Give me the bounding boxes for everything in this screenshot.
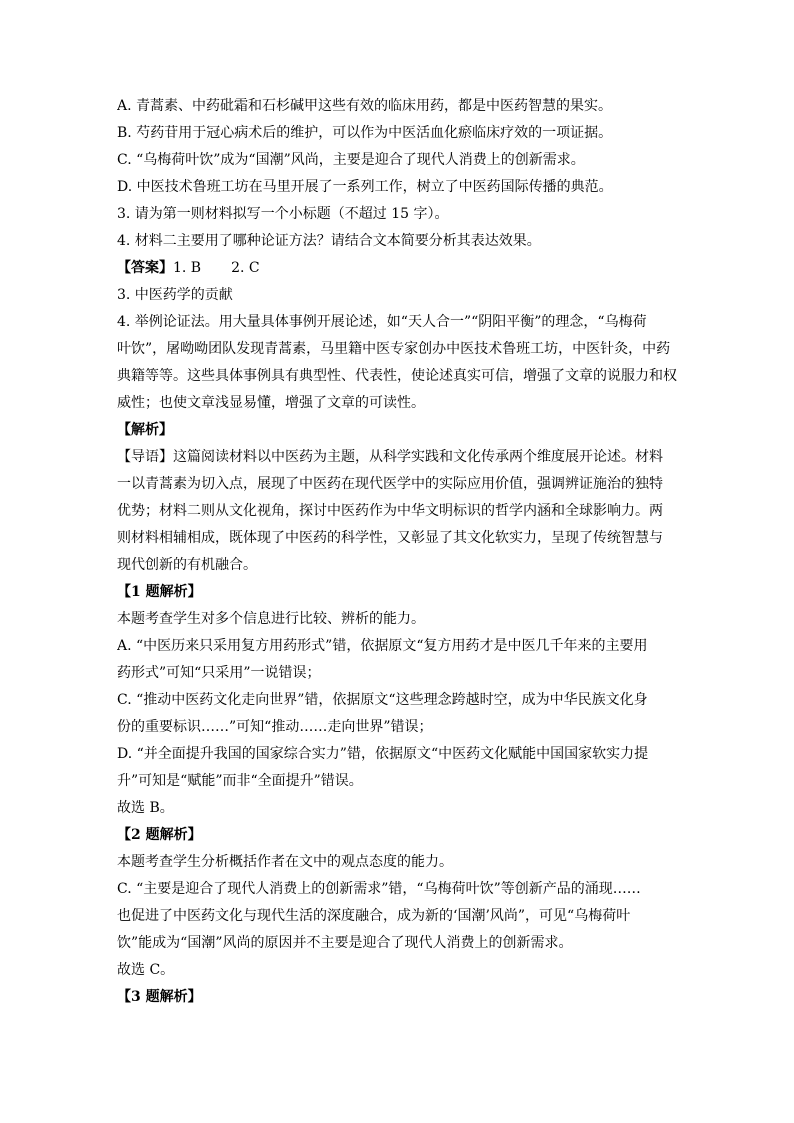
q2-analysis-label: 【2 题解析】 <box>117 827 202 843</box>
question-4: 4. 材料二主要用了哪种论证方法？请结合文本简要分析其表达效果。 <box>117 233 541 249</box>
guide-line: 则材料相辅相成，既体现了中医药的科学性，又彰显了其文化软实力，呈现了传统智慧与 <box>117 530 663 546</box>
q2-line: 也促进了中医药文化与现代生活的深度融合，成为新的‘国潮’风尚”，可见“乌梅荷叶 <box>117 908 631 924</box>
q1-line: 药形式”可知“只采用”一说错误； <box>117 665 321 681</box>
q1-line: 本题考查学生对多个信息进行比较、辨析的能力。 <box>117 611 425 627</box>
q1-line: 故选 B。 <box>117 800 174 816</box>
q2-line: C. “主要是迎合了现代人消费上的创新需求”错，“乌梅荷叶饮”等创新产品的涌现…… <box>117 881 641 897</box>
q3-analysis-label: 【3 题解析】 <box>117 989 202 1005</box>
guide-line: 现代创新的有机融合。 <box>117 557 257 573</box>
answer-3: 3. 中医药学的贡献 <box>117 287 233 303</box>
q2-line: 本题考查学生分析概括作者在文中的观点态度的能力。 <box>117 854 453 870</box>
option-b: B. 芍药苷用于冠心病术后的维护，可以作为中医活血化瘀临床疗效的一项证据。 <box>117 125 613 141</box>
option-d: D. 中医技术鲁班工坊在马里开展了一系列工作，树立了中医药国际传播的典范。 <box>117 179 613 195</box>
q2-line: 饮”能成为“国潮”风尚的原因并不主要是迎合了现代人消费上的创新需求。 <box>117 935 573 951</box>
q1-line: C. “推动中医药文化走向世界”错，依据原文“这些理念跨越时空，成为中华民族文化身 <box>117 692 648 708</box>
answer-4-line: 典籍等等。这些具体事例具有典型性、代表性，使论述真实可信，增强了文章的说服力和权 <box>117 368 677 384</box>
q1-line: 升”可知是“赋能”而非“全面提升”错误。 <box>117 773 363 789</box>
q2-line: 故选 C。 <box>117 962 175 978</box>
q1-line: 份的重要标识……”可知“推动……走向世界”错误； <box>117 719 433 735</box>
guide-line: 【导语】这篇阅读材料以中医药为主题，从科学实践和文化传承两个维度展开论述。材料 <box>117 449 663 465</box>
q1-analysis-label: 【1 题解析】 <box>117 584 202 600</box>
document-page <box>117 93 677 1011</box>
answer-4-line: 威性；也使文章浅显易懂，增强了文章的可读性。 <box>117 395 425 411</box>
question-3: 3. 请为第一则材料拟写一个小标题（不超过 15 字）。 <box>117 206 449 222</box>
option-c: C. “乌梅荷叶饮”成为“国潮”风尚，主要是迎合了现代人消费上的创新需求。 <box>117 152 585 168</box>
answer-label: 【答案】 <box>117 260 173 276</box>
answer-1: 1. B <box>173 260 202 276</box>
option-a: A. 青蒿素、中药砒霜和石杉碱甲这些有效的临床用药，都是中医药智慧的果实。 <box>117 98 613 114</box>
guide-line: 优势；材料二则从文化视角，探讨中医药作为中华文明标识的哲学内涵和全球影响力。两 <box>117 503 663 519</box>
answer-4-line: 叶饮”，屠呦呦团队发现青蒿素，马里籍中医专家创办中医技术鲁班工坊，中医针灸，中药 <box>117 341 671 357</box>
answer-line <box>117 255 677 282</box>
q1-line: A. “中医历来只采用复方用药形式”错，依据原文“复方用药才是中医几千年来的主要用 <box>117 638 648 654</box>
analysis-label: 【解析】 <box>117 422 173 438</box>
answer-2: 2. C <box>231 260 260 276</box>
answer-4-line: 4. 举例论证法。用大量具体事例开展论述，如“天人合一”“阴阳平衡”的理念，“乌梅荷 <box>117 314 647 330</box>
q1-line: D. “并全面提升我国的国家综合实力”错，依据原文“中医药文化赋能中国国家软实力提 <box>117 746 649 762</box>
guide-line: 一以青蒿素为切入点，展现了中医药在现代医学中的实际应用价值，强调辨证施治的独特 <box>117 476 663 492</box>
